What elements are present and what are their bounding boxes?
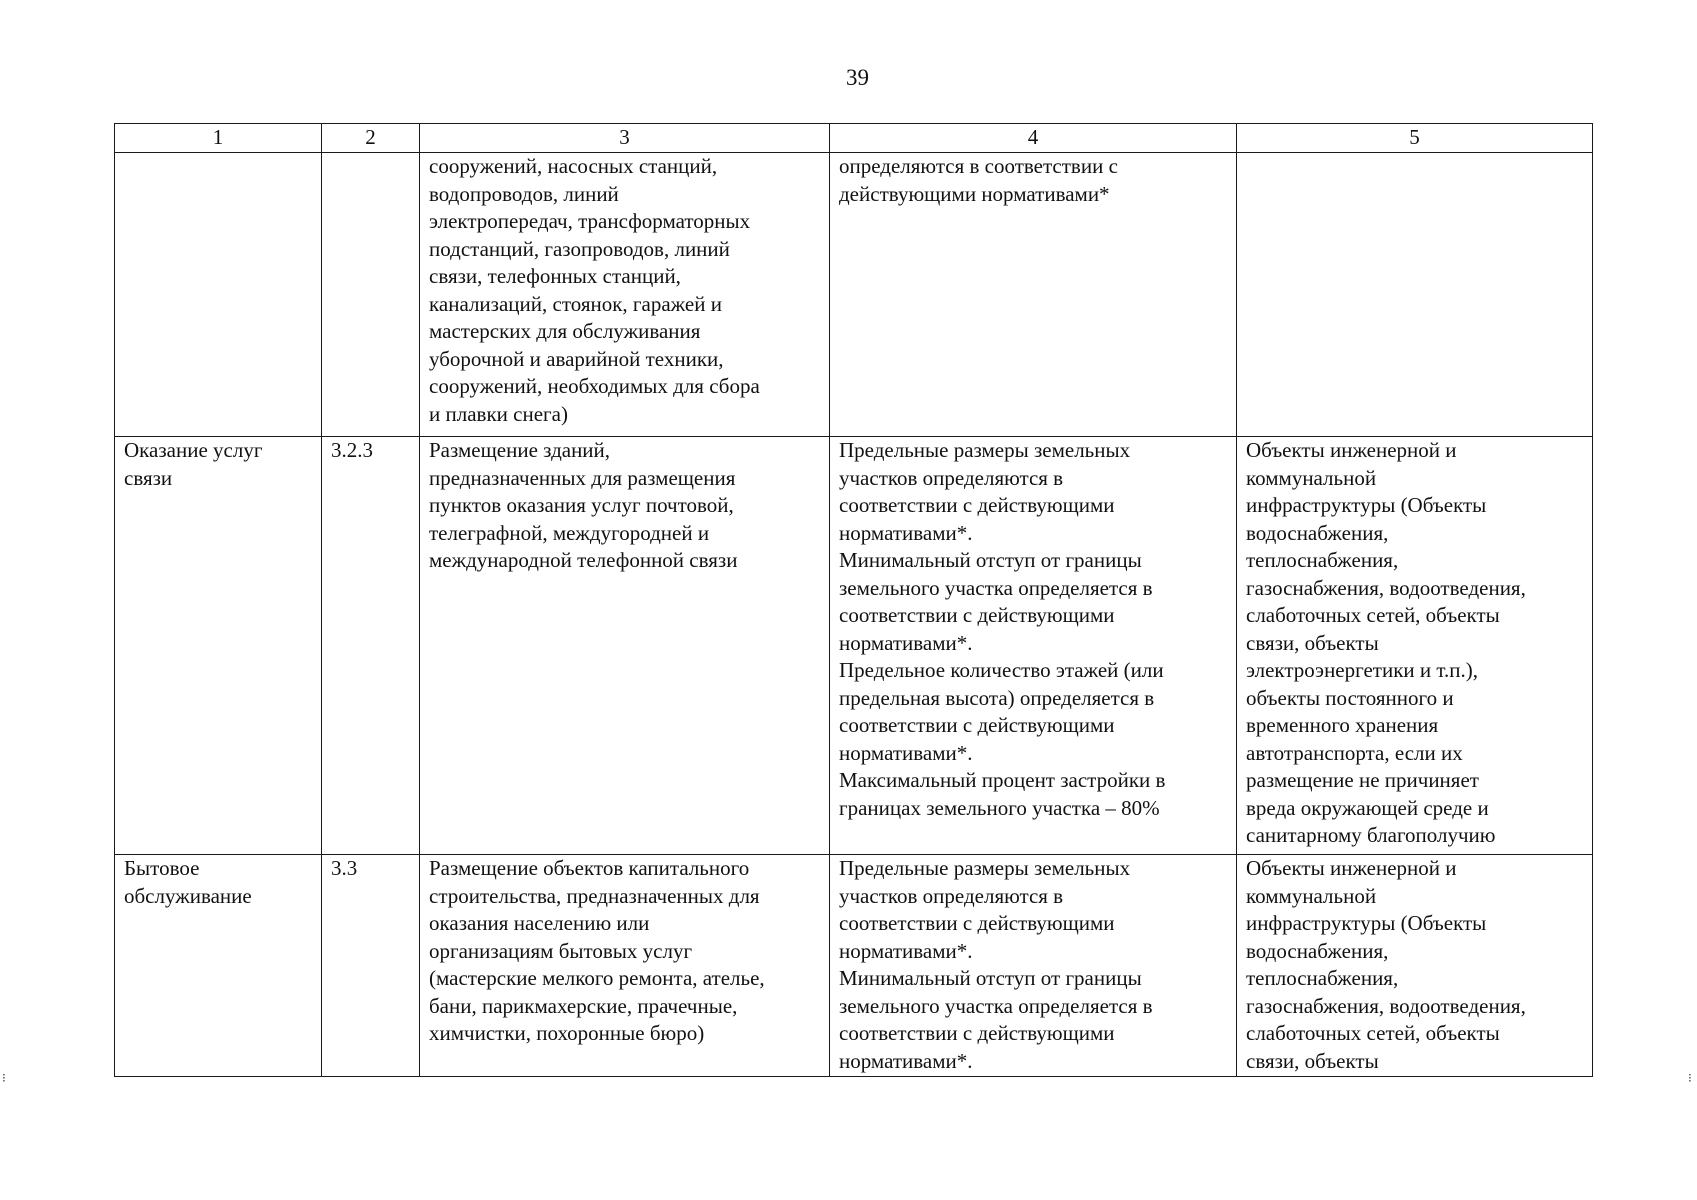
scan-margin-mark-left: ⁝ [2, 1071, 6, 1085]
code-text: 3.3 [331, 856, 358, 880]
use-type-text: Бытовое обслуживание [124, 856, 252, 908]
use-type-text: Оказание услуг связи [124, 438, 263, 490]
description-cell [420, 855, 830, 1077]
parameters-text: определяются в соответствии с действующими нормативами* [839, 154, 1118, 206]
table-row [115, 437, 1593, 855]
page-number: 39 [846, 65, 869, 90]
regulations-table [114, 123, 1593, 1077]
parameters-text: Предельные размеры земельных участков определяются в соответствии с действующими нормативами*. Минимальный отступ от границы земельного участка определяется в соответствии с действующими нормативами*. [839, 856, 1153, 1073]
column-header-1: 1 [115, 124, 322, 153]
table-header-row [115, 124, 1593, 153]
code-cell [322, 855, 420, 1077]
parameters-text: Предельные размеры земельных участков определяются в соответствии с действующими нормативами*. Минимальный отступ от границы земельного участка определяется в соответствии с действующими нормативами*. Предельное количество этажей (или предельная высота) определяется в соответствии с действующими нормативами*. Максимальный процент застройки в границах земельного участка – 80% [839, 438, 1166, 820]
use-type-cell [115, 153, 322, 437]
column-header-5: 5 [1237, 124, 1593, 153]
use-type-cell [115, 437, 322, 855]
auxiliary-uses-cell [1237, 153, 1593, 437]
code-text: 3.2.3 [331, 438, 373, 462]
code-cell [322, 437, 420, 855]
auxiliary-uses-cell [1237, 855, 1593, 1077]
auxiliary-uses-text: Объекты инженерной и коммунальной инфраструктуры (Объекты водоснабжения, теплоснабжения, газоснабжения, водоотведения, слаботочных сетей, объекты связи, объекты [1246, 856, 1526, 1073]
code-cell [322, 153, 420, 437]
auxiliary-uses-cell [1237, 437, 1593, 855]
use-type-cell [115, 855, 322, 1077]
description-cell [420, 153, 830, 437]
description-text: сооружений, насосных станций, водопроводов, линий электропередач, трансформаторных подстанций, газопроводов, линий связи, телефонных станций, канализаций, стоянок, гаражей и мастерских для обслуживания уборочной и аварийной техники, сооружений, необходимых для сбора и плавки снега) [429, 154, 760, 426]
description-text: Размещение зданий, предназначенных для размещения пунктов оказания услуг почтовой, телеграфной, междугородней и международной телефонной связи [429, 438, 738, 572]
table-row [115, 855, 1593, 1077]
description-cell [420, 437, 830, 855]
parameters-cell [830, 855, 1237, 1077]
scan-margin-mark-right: ⁝ [1688, 1071, 1692, 1085]
auxiliary-uses-text: Объекты инженерной и коммунальной инфраструктуры (Объекты водоснабжения, теплоснабжения, газоснабжения, водоотведения, слаботочных сетей, объекты связи, объекты электроэнергетики и т.п.), объекты постоянного и временного хранения автотранспорта, если их размещение не причиняет вреда окружающей среде и санитарному благополучию [1246, 438, 1526, 847]
parameters-cell [830, 153, 1237, 437]
table-row [115, 153, 1593, 437]
column-header-4: 4 [830, 124, 1237, 153]
column-header-3: 3 [420, 124, 830, 153]
column-header-2: 2 [322, 124, 420, 153]
parameters-cell [830, 437, 1237, 855]
description-text: Размещение объектов капитального строительства, предназначенных для оказания населению или организациям бытовых услуг (мастерские мелкого ремонта, ателье, бани, парикмахерские, прачечные, химчистки, похоронные бюро) [429, 856, 765, 1045]
